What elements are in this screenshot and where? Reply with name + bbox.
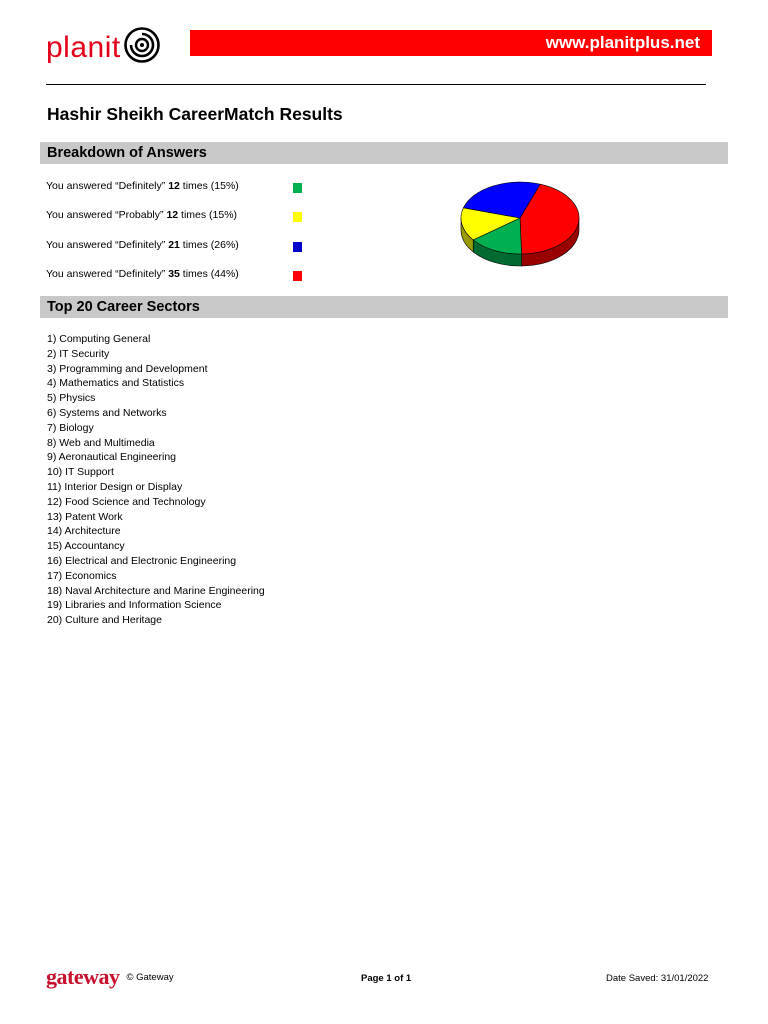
answer-row: You answered “Definitely” 12 times (15%) [46, 180, 239, 192]
answer-count: 12 [168, 180, 180, 192]
answer-row: You answered “Definitely” 35 times (44%) [46, 268, 239, 280]
breakdown-heading: Breakdown of Answers [40, 142, 728, 164]
gateway-logo: gateway [46, 964, 120, 989]
site-url-banner[interactable] [190, 30, 712, 56]
footer-left [46, 964, 174, 990]
page-title: Hashir Sheikh CareerMatch Results [47, 104, 343, 124]
sector-item: 8) Web and Multimedia [47, 436, 155, 449]
sector-item: 1) Computing General [47, 333, 151, 345]
sector-item: 12) Food Science and Technology [47, 495, 206, 508]
sector-item: 20) Culture and Heritage [47, 614, 162, 627]
sector-item: 14) Architecture [47, 525, 121, 538]
sector-list [47, 332, 265, 628]
header-divider [46, 84, 706, 85]
sector-item: 15) Accountancy [47, 540, 125, 553]
logo-text: planit [46, 30, 121, 64]
answer-row: You answered “Definitely” 21 times (26%) [46, 239, 239, 251]
page-number: Page 1 of 1 [361, 973, 412, 984]
site-url[interactable]: www.planitplus.net [545, 33, 700, 52]
sector-item: 11) Interior Design or Display [47, 480, 183, 493]
date-saved: Date Saved: 31/01/2022 [606, 973, 709, 984]
answer-row: You answered “Probably” 12 times (15%) [46, 209, 238, 221]
sector-item: 5) Physics [47, 392, 96, 405]
sector-item: 3) Programming and Development [47, 362, 208, 375]
sectors-heading: Top 20 Career Sectors [40, 296, 728, 318]
sector-item: 4) Mathematics and Statistics [47, 377, 185, 390]
answer-count: 35 [168, 268, 180, 280]
legend-swatch [293, 183, 302, 193]
sector-item: 7) Biology [47, 421, 94, 434]
legend-swatch [293, 271, 302, 281]
sector-item: 17) Economics [47, 569, 117, 582]
answer-count: 12 [166, 209, 179, 221]
planit-logo [46, 26, 161, 69]
sector-item: 6) Systems and Networks [47, 406, 167, 419]
answer-count: 21 [168, 239, 180, 251]
legend-swatch [293, 212, 302, 222]
copyright-text: © Gateway [126, 971, 174, 983]
sector-item: 19) Libraries and Information Science [47, 599, 222, 612]
sector-item: 2) IT Security [47, 347, 110, 360]
sector-item: 18) Naval Architecture and Marine Engineering [47, 584, 265, 597]
spiral-logo-icon [123, 26, 161, 69]
sector-item: 13) Patent Work [47, 510, 123, 523]
legend-swatch [293, 242, 302, 252]
answers-pie-chart [455, 176, 585, 286]
sector-item: 16) Electrical and Electronic Engineering [47, 554, 237, 567]
sector-item: 10) IT Support [47, 466, 114, 479]
sector-item: 9) Aeronautical Engineering [47, 451, 177, 464]
